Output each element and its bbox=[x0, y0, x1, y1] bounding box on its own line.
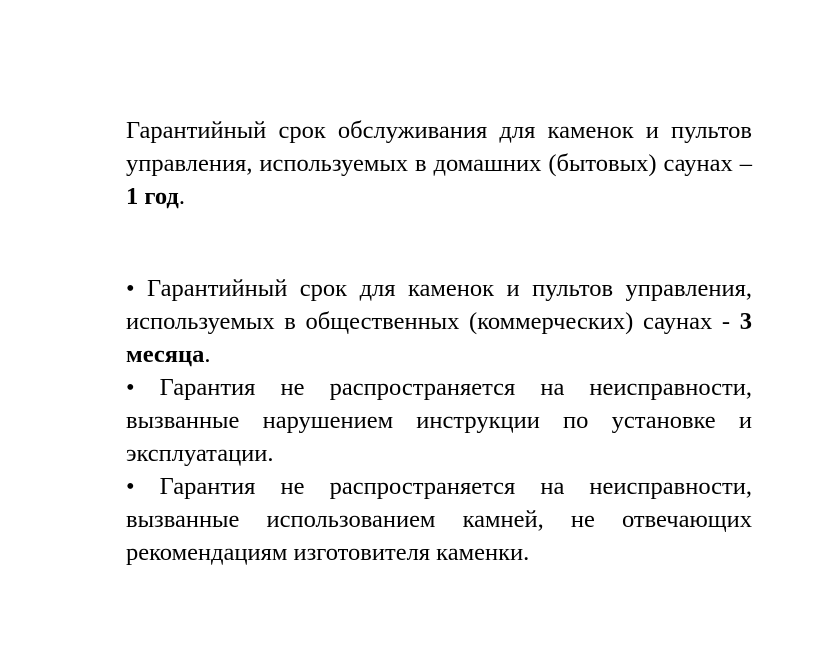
installation-exclusion-item bbox=[126, 371, 752, 470]
paragraph-tail: . bbox=[204, 341, 211, 368]
warranty-period: 1 год bbox=[126, 183, 179, 210]
document-page bbox=[126, 114, 752, 569]
paragraph-tail: . bbox=[178, 183, 185, 210]
paragraph-text: • Гарантийный срок для каменок и пультов управления, используемых в общественных (коммерческих) саунах - bbox=[126, 275, 752, 335]
paragraph-text: • Гарантия не распространяется на неисправности, вызванные нарушением инструкции по установке и эксплуатации. bbox=[126, 374, 752, 467]
home-sauna-warranty-paragraph bbox=[126, 114, 752, 213]
commercial-sauna-warranty-item bbox=[126, 272, 752, 371]
paragraph-gap bbox=[126, 213, 752, 272]
paragraph-text: Гарантийный срок обслуживания для каменок и пультов управления, используемых в домашних (бытовых) саунах – bbox=[126, 117, 752, 177]
warranty-period: 3 месяца bbox=[126, 308, 752, 368]
paragraph-text: • Гарантия не распространяется на неисправности, вызванные использованием камней, не отвечающих рекомендациям изготовителя каменки. bbox=[126, 473, 752, 566]
stones-exclusion-item bbox=[126, 470, 752, 569]
